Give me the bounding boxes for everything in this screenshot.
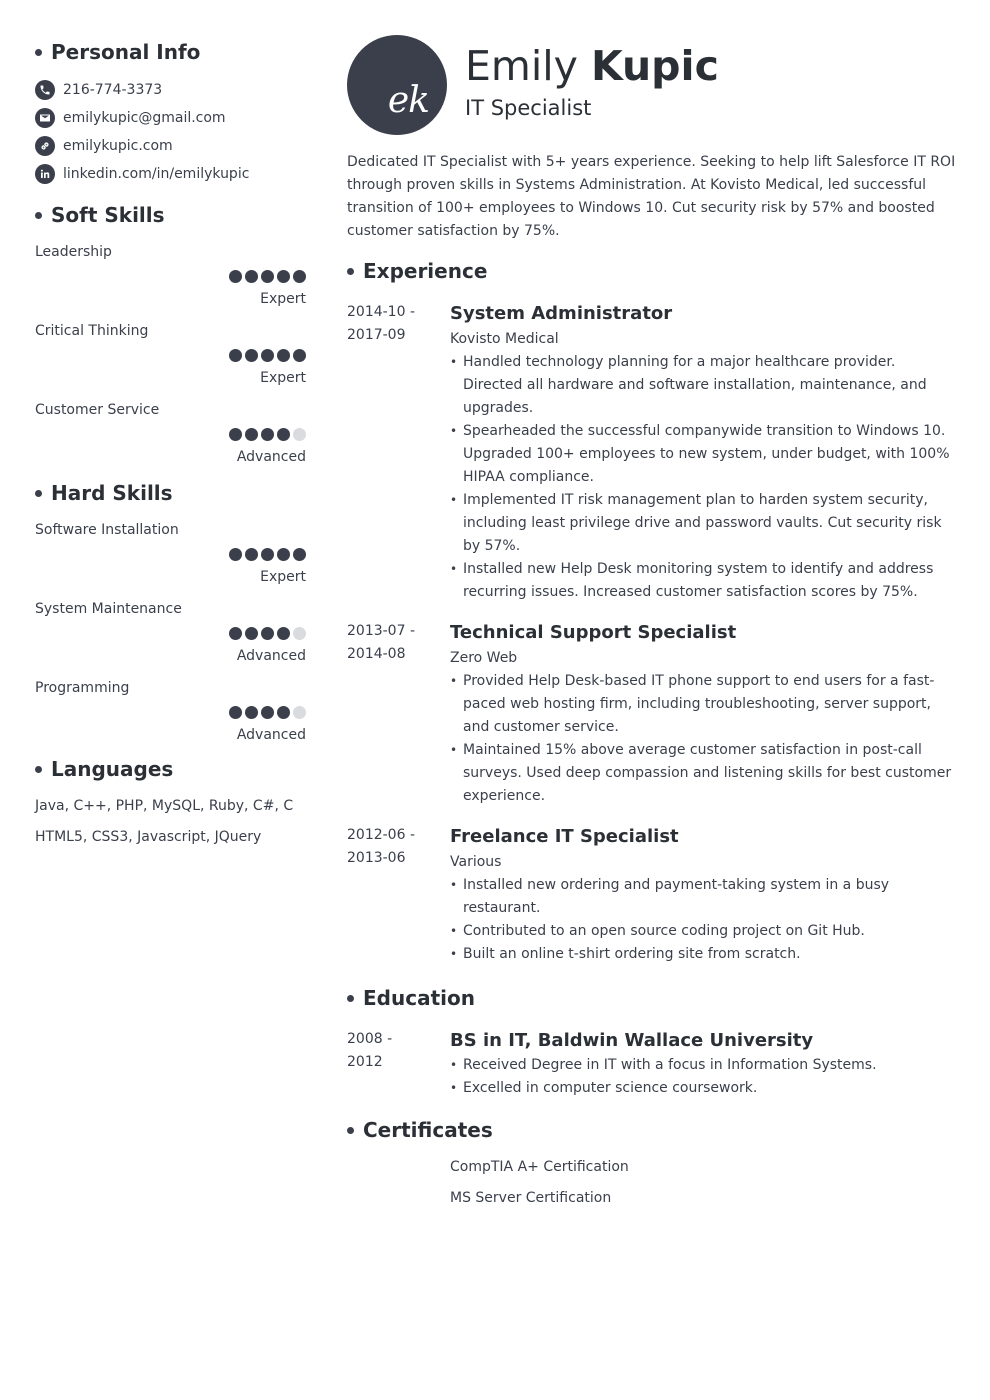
entry-company: Kovisto Medical — [450, 331, 559, 347]
rating-dot-empty-icon — [293, 706, 306, 719]
entry-end-date: 2012 — [347, 1054, 383, 1070]
skill-level: Advanced — [236, 449, 306, 465]
section-bullet-icon — [35, 49, 42, 56]
linkedin-link[interactable]: linkedin.com/in/emilykupic — [63, 166, 250, 182]
personal-info-section — [35, 38, 307, 188]
experience-list — [347, 301, 959, 966]
entry-date — [347, 1028, 450, 1100]
entry-bullets — [450, 874, 959, 966]
rating-dot-filled-icon — [277, 428, 290, 441]
certificate-item: MS Server Certification — [450, 1190, 612, 1206]
section-bullet-icon — [35, 766, 42, 773]
rating-dot-filled-icon — [245, 349, 258, 362]
job-title: IT Specialist — [465, 96, 592, 120]
entry-end-date: 2013-06 — [347, 850, 406, 866]
rating-dot-filled-icon — [261, 627, 274, 640]
rating-dot-filled-icon — [277, 349, 290, 362]
rating-dot-filled-icon — [229, 428, 242, 441]
envelope-icon — [35, 108, 55, 128]
skill-name: Software Installation — [35, 522, 179, 538]
rating-dot-filled-icon — [261, 706, 274, 719]
rating-dot-filled-icon — [245, 428, 258, 441]
entry-start-date: 2012-06 - — [347, 827, 415, 843]
entry-end-date: 2014-08 — [347, 646, 406, 662]
hard-skills-section — [35, 479, 307, 758]
skill-rating — [229, 548, 306, 561]
entry-bullet: • Implemented IT risk management plan to harden system security, including least privilege drive and password vaults. Cut security risk by 57%. — [450, 489, 959, 558]
certificate-item: CompTIA A+ Certification — [450, 1159, 629, 1175]
entry-bullet: • Installed new ordering and payment-taking system in a busy restaurant. — [450, 874, 959, 920]
entry-bullet: • Contributed to an open source coding project on Git Hub. — [450, 920, 959, 943]
skill-item — [35, 679, 307, 758]
sidebar — [35, 38, 307, 859]
entry-end-date: 2017-09 — [347, 327, 406, 343]
rating-dot-filled-icon — [293, 548, 306, 561]
contact-email — [35, 104, 307, 132]
education-section — [347, 984, 959, 1100]
rating-dot-filled-icon — [277, 706, 290, 719]
rating-dot-filled-icon — [229, 627, 242, 640]
soft-skills-list — [35, 243, 307, 480]
entry-date — [347, 620, 450, 808]
languages-heading: Languages — [35, 755, 307, 783]
entry-bullet: • Handled technology planning for a major healthcare provider. Directed all hardware and software installation, maintenance, and upgrades. — [450, 351, 959, 420]
rating-dot-filled-icon — [245, 548, 258, 561]
skill-level: Expert — [260, 569, 306, 585]
rating-dot-filled-icon — [229, 349, 242, 362]
rating-dot-filled-icon — [277, 548, 290, 561]
skill-rating — [229, 706, 306, 719]
rating-dot-filled-icon — [277, 627, 290, 640]
email-link[interactable]: emilykupic@gmail.com — [63, 110, 226, 126]
rating-dot-filled-icon — [229, 706, 242, 719]
avatar-initials: ek — [387, 80, 429, 121]
entry-body — [450, 1028, 959, 1100]
certificates-heading: Certificates — [347, 1116, 959, 1144]
education-list — [347, 1028, 959, 1100]
skill-name: Leadership — [35, 244, 112, 260]
skill-level: Expert — [260, 291, 306, 307]
entry-body — [450, 620, 959, 808]
contact-list — [35, 76, 307, 188]
rating-dot-filled-icon — [229, 270, 242, 283]
entry-bullet: • Excelled in computer science coursework. — [450, 1077, 959, 1100]
entry-bullet: • Maintained 15% above average customer satisfaction in post-call surveys. Used deep compassion and listening skills for best customer experience. — [450, 739, 959, 808]
hard-skills-heading: Hard Skills — [35, 479, 307, 507]
skill-name: Critical Thinking — [35, 323, 149, 339]
section-bullet-icon — [35, 212, 42, 219]
entry-title: Freelance IT Specialist — [450, 826, 679, 847]
summary-text: Dedicated IT Specialist with 5+ years experience. Seeking to help lift Salesforce IT ROI through proven skills in Systems Administration. At Kovisto Medical, led successful transition of 100+ employees to Windows 10. Cut security risk by 57% and boosted customer satisfaction by 75%. — [347, 154, 956, 239]
skill-name: System Maintenance — [35, 601, 182, 617]
entry-bullets — [450, 351, 959, 604]
entry-date — [347, 824, 450, 966]
website-link[interactable]: emilykupic.com — [63, 138, 173, 154]
entry-company: Various — [450, 854, 502, 870]
experience-heading: Experience — [347, 257, 959, 285]
skill-rating — [229, 270, 306, 283]
soft-skills-section — [35, 201, 307, 480]
rating-dot-empty-icon — [293, 627, 306, 640]
entry-body — [450, 824, 959, 966]
name-block — [465, 40, 719, 120]
experience-section — [347, 257, 959, 966]
linkedin-icon — [35, 164, 55, 184]
section-bullet-icon — [347, 995, 354, 1002]
rating-dot-filled-icon — [245, 270, 258, 283]
entry-bullet: • Received Degree in IT with a focus in Information Systems. — [450, 1054, 959, 1077]
rating-dot-filled-icon — [293, 270, 306, 283]
rating-dot-filled-icon — [277, 270, 290, 283]
entry-date — [347, 301, 450, 604]
personal-info-heading: Personal Info — [35, 38, 307, 66]
main-column — [347, 35, 959, 1220]
language-item: HTML5, CSS3, Javascript, JQuery — [35, 829, 262, 845]
certificates-list — [450, 1158, 959, 1220]
entry-start-date: 2014-10 - — [347, 304, 415, 320]
rating-dot-filled-icon — [261, 270, 274, 283]
entry-bullet: • Built an online t-shirt ordering site from scratch. — [450, 943, 959, 966]
rating-dot-filled-icon — [261, 548, 274, 561]
entry-bullets — [450, 1054, 959, 1100]
entry-bullets — [450, 670, 959, 808]
entry-title: BS in IT, Baldwin Wallace University — [450, 1030, 814, 1051]
rating-dot-filled-icon — [293, 349, 306, 362]
skill-level: Expert — [260, 370, 306, 386]
rating-dot-filled-icon — [245, 706, 258, 719]
rating-dot-filled-icon — [229, 548, 242, 561]
entry-title: Technical Support Specialist — [450, 622, 737, 643]
skill-item — [35, 600, 307, 679]
entry-item — [347, 301, 959, 604]
entry-bullet: • Spearheaded the successful companywide transition to Windows 10. Upgraded 100+ employees to new system, under budget, with 100% HIPAA compliance. — [450, 420, 959, 489]
certificates-section — [347, 1116, 959, 1220]
section-bullet-icon — [35, 490, 42, 497]
skill-rating — [229, 349, 306, 362]
soft-skills-heading: Soft Skills — [35, 201, 307, 229]
entry-company: Zero Web — [450, 650, 518, 666]
entry-start-date: 2008 - — [347, 1031, 393, 1047]
phone-number: 216-774-3373 — [63, 82, 163, 98]
skill-item — [35, 243, 307, 322]
entry-item — [347, 824, 959, 966]
education-heading: Education — [347, 984, 959, 1012]
contact-website — [35, 132, 307, 160]
last-name: Kupic — [590, 42, 719, 90]
link-icon — [35, 136, 55, 156]
rating-dot-filled-icon — [261, 428, 274, 441]
skill-name: Customer Service — [35, 402, 160, 418]
resume-header — [347, 35, 959, 135]
skill-level: Advanced — [236, 727, 306, 743]
contact-phone — [35, 76, 307, 104]
rating-dot-filled-icon — [245, 627, 258, 640]
section-bullet-icon — [347, 1127, 354, 1134]
hard-skills-list — [35, 521, 307, 758]
entry-item — [347, 620, 959, 808]
phone-icon — [35, 80, 55, 100]
entry-item — [347, 1028, 959, 1100]
rating-dot-filled-icon — [261, 349, 274, 362]
skill-item — [35, 401, 307, 480]
contact-linkedin — [35, 160, 307, 188]
entry-title: System Administrator — [450, 303, 673, 324]
skill-item — [35, 322, 307, 401]
first-name: Emily — [465, 42, 578, 90]
entry-bullet: • Provided Help Desk-based IT phone support to end users for a fast-paced web hosting firm, including troubleshooting, server support, and customer service. — [450, 670, 959, 739]
entry-body — [450, 301, 959, 604]
languages-section — [35, 755, 307, 859]
skill-rating — [229, 627, 306, 640]
languages-list — [35, 797, 307, 859]
language-item: Java, C++, PHP, MySQL, Ruby, C#, C — [35, 798, 294, 814]
full-name — [465, 40, 719, 92]
skill-item — [35, 521, 307, 600]
avatar — [347, 35, 447, 135]
skill-name: Programming — [35, 680, 130, 696]
entry-start-date: 2013-07 - — [347, 623, 415, 639]
skill-level: Advanced — [236, 648, 306, 664]
section-bullet-icon — [347, 268, 354, 275]
entry-bullet: • Installed new Help Desk monitoring system to identify and address recurring issues. Increased customer satisfaction scores by 75%. — [450, 558, 959, 604]
rating-dot-empty-icon — [293, 428, 306, 441]
skill-rating — [229, 428, 306, 441]
